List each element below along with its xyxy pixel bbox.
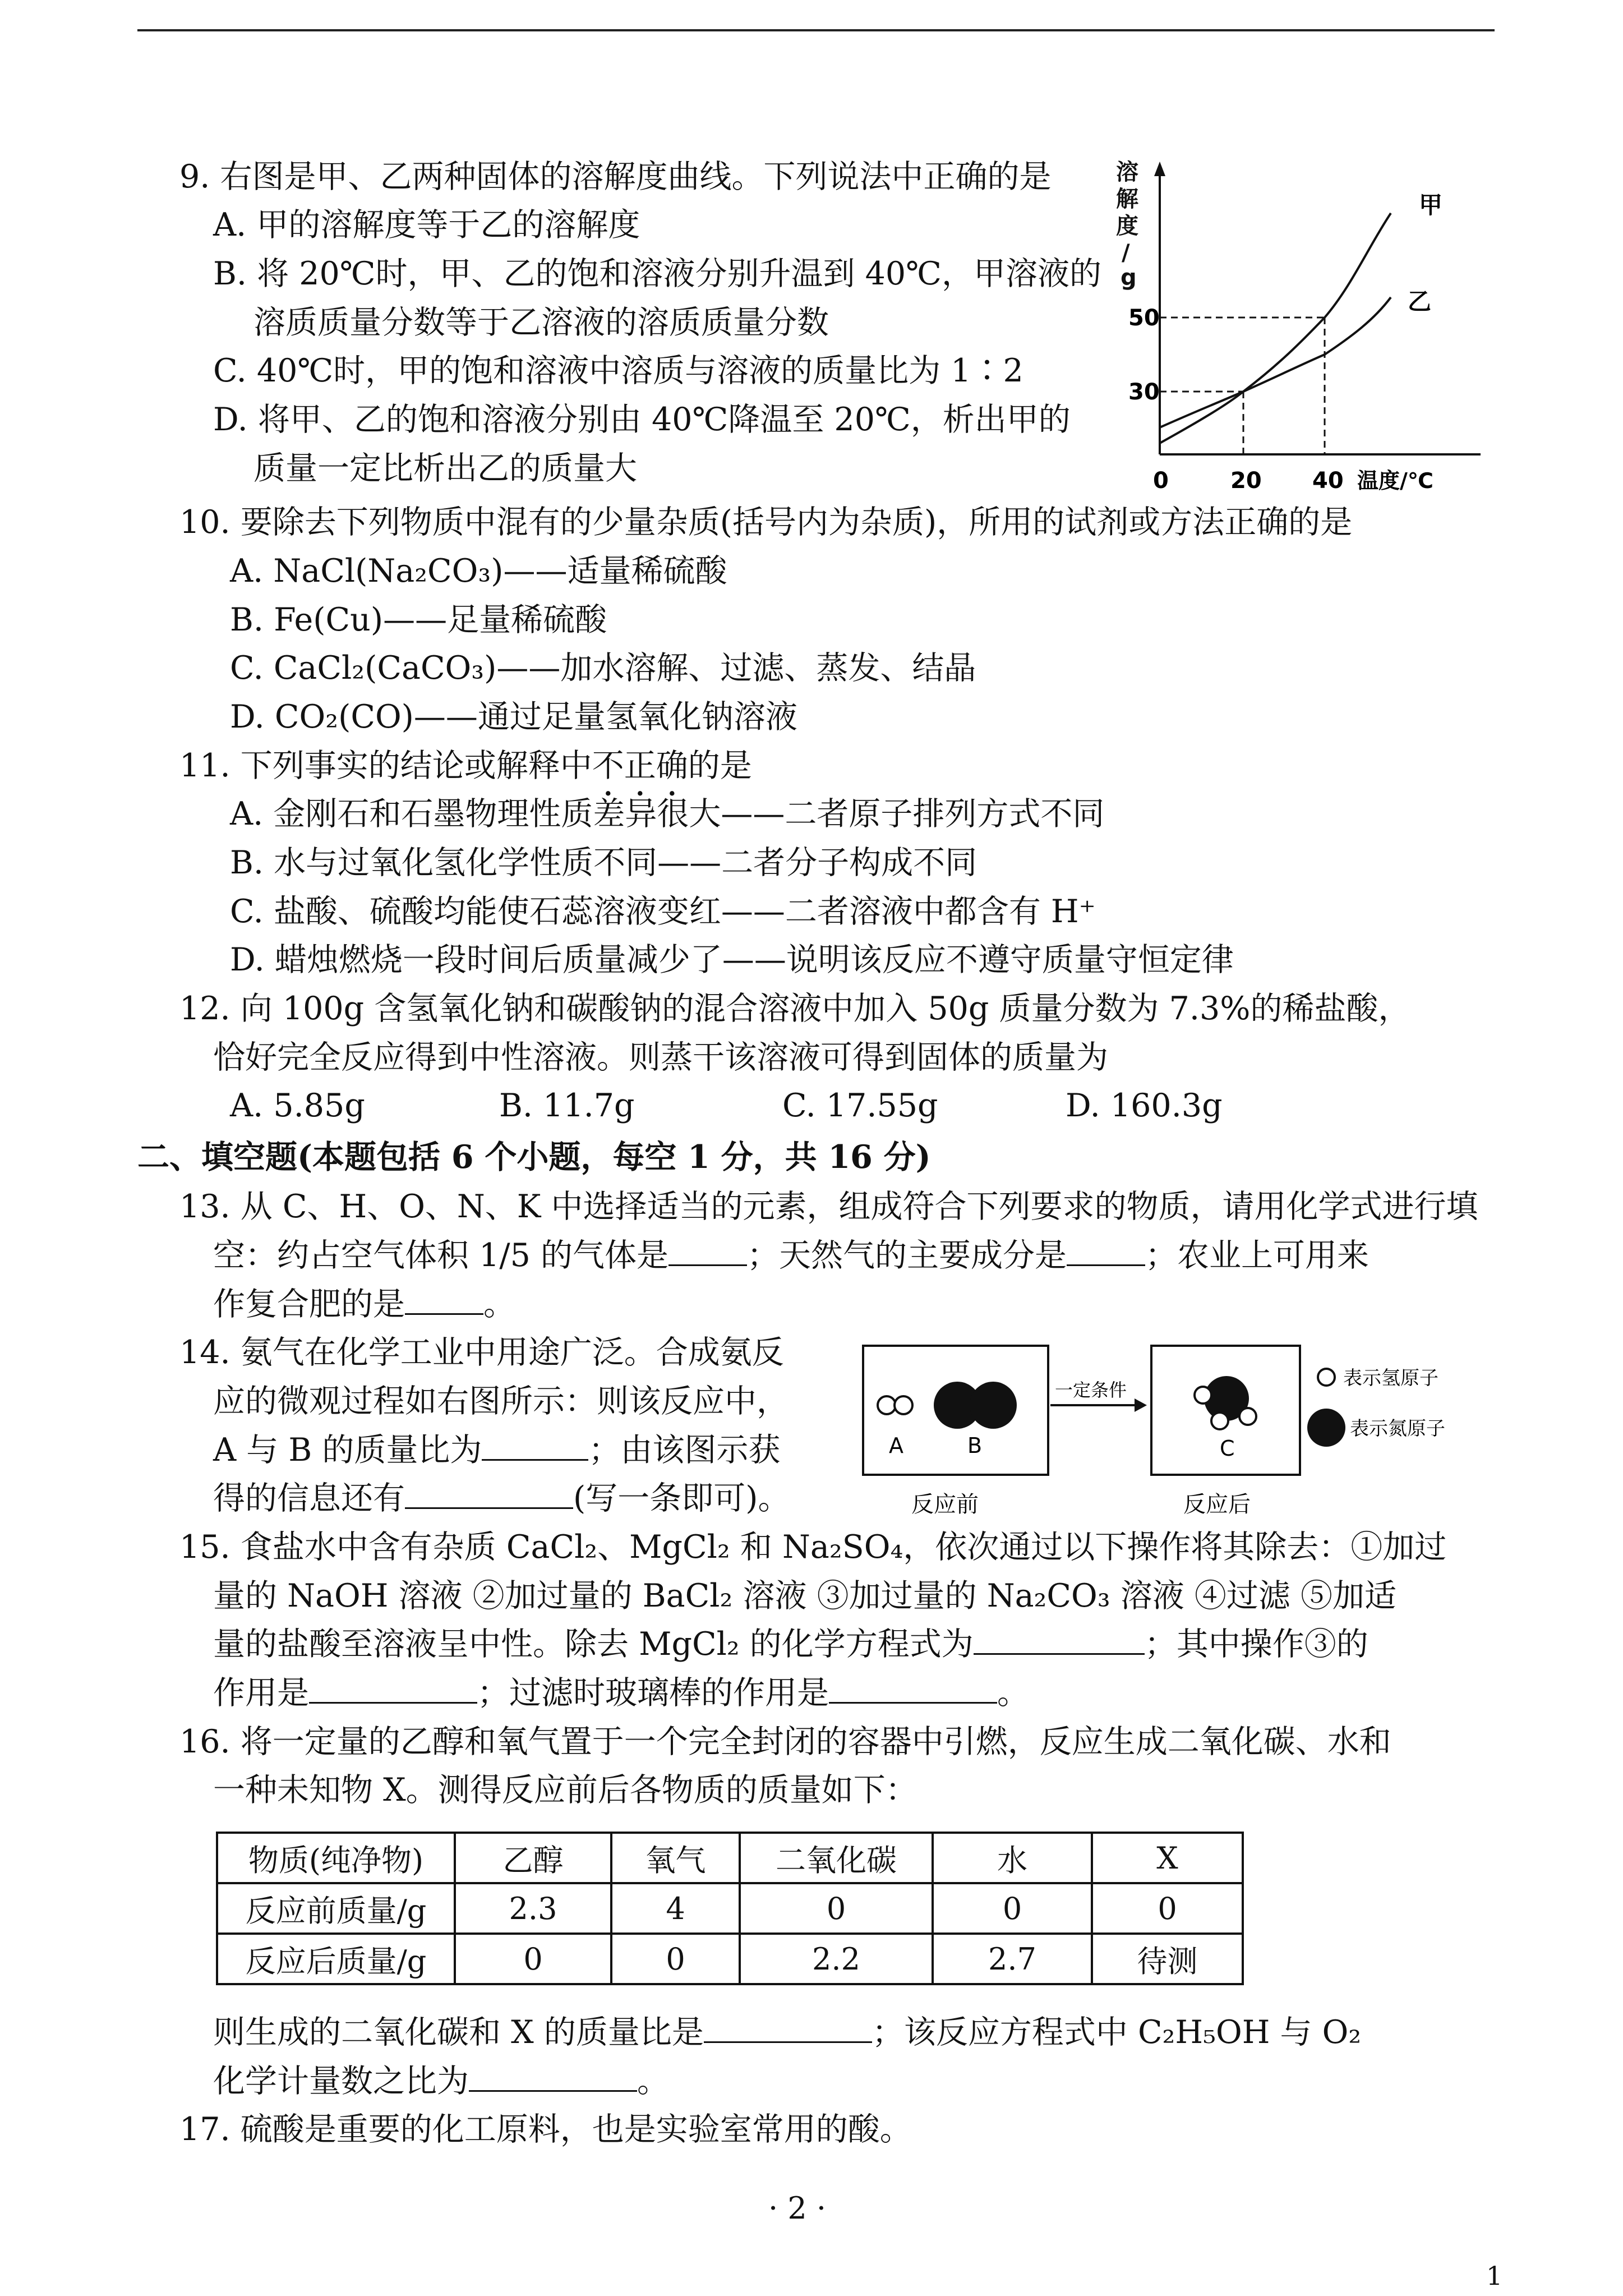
y-axis-label-char-1: 溶 xyxy=(1116,159,1138,185)
table-cell: 0 xyxy=(1092,1883,1243,1934)
q11-option-d: D. 蜡烛燃烧一段时间后质量减少了——说明该反应不遵守质量守恒定律 xyxy=(230,941,1234,978)
q10-option-a: A. NaCl(Na₂CO₃)——适量稀硫酸 xyxy=(230,553,727,590)
n2-molecule xyxy=(934,1382,1017,1429)
label-a: A xyxy=(889,1433,903,1458)
q16-line-1: 16. 将一定量的乙醇和氧气置于一个完全封闭的容器中引燃，反应生成二氧化碳、水和 xyxy=(179,1723,1391,1760)
q13-text-d: 作复合肥的是 xyxy=(213,1286,405,1323)
q9-stem: 9. 右图是甲、乙两种固体的溶解度曲线。下列说法中正确的是 xyxy=(179,158,1052,195)
mass-table xyxy=(216,1832,1244,1985)
arrow-condition: 一定条件 xyxy=(1055,1379,1127,1401)
x-tick-0: 0 xyxy=(1153,468,1169,494)
y-axis-label-char-5: g xyxy=(1121,265,1137,291)
caption-after: 反应后 xyxy=(1183,1492,1251,1517)
table-cell: 0 xyxy=(933,1883,1092,1934)
table-header-cell: 二氧化碳 xyxy=(740,1833,933,1883)
table-row xyxy=(217,1934,1243,1984)
corner-number: 1 xyxy=(1486,2261,1503,2291)
q14-blank-2[interactable] xyxy=(405,1481,573,1509)
q12-option-d: D. 160.3g xyxy=(1066,1087,1223,1124)
q16-text-b: ；该反应方程式中 C₂H₅OH 与 O₂ xyxy=(872,2014,1362,2051)
q10-option-d: D. CO₂(CO)——通过足量氢氧化钠溶液 xyxy=(230,698,797,735)
header-rule xyxy=(137,29,1495,31)
h2-molecule xyxy=(878,1396,912,1414)
legend-h-icon xyxy=(1318,1369,1335,1386)
q14-line-4 xyxy=(213,1480,790,1517)
q9-option-a: A. 甲的溶解度等于乙的溶解度 xyxy=(213,206,640,243)
q15-blank-1[interactable] xyxy=(974,1627,1145,1655)
section-2-heading: 二、填空题(本题包括 6 个小题，每空 1 分，共 16 分) xyxy=(137,1138,931,1176)
q16-text-a: 则生成的二氧化碳和 X 的质量比是 xyxy=(213,2014,704,2051)
series-yi-label: 乙 xyxy=(1408,288,1432,315)
q16-line-2: 一种未知物 X。测得反应前后各物质的质量如下： xyxy=(213,1772,917,1809)
q11-stem-pre: 11. 下列事实的结论或解释中 xyxy=(179,747,592,784)
q10-stem: 10. 要除去下列物质中混有的少量杂质(括号内为杂质)，所用的试剂或方法正确的是 xyxy=(179,504,1353,541)
x-tick-20: 20 xyxy=(1230,468,1262,494)
q17-line-1: 17. 硫酸是重要的化工原料，也是实验室常用的酸。 xyxy=(179,2111,912,2148)
q14-line-3 xyxy=(213,1432,780,1469)
q13-line-1: 13. 从 C、H、O、N、K 中选择适当的元素，组成符合下列要求的物质，请用化学式进行填 xyxy=(179,1188,1478,1225)
y-axis-label-char-2: 解 xyxy=(1116,186,1138,212)
q14-text-c: 得的信息还有 xyxy=(213,1480,405,1517)
y-axis-label-char-3: 度 xyxy=(1116,213,1138,239)
table-cell: 2.2 xyxy=(740,1934,933,1984)
q12-stem-1: 12. 向 100g 含氢氧化钠和碳酸钠的混合溶液中加入 50g 质量分数为 7.3%的稀盐酸， xyxy=(179,990,1410,1027)
q15-text-d: ；过滤时玻璃棒的作用是 xyxy=(477,1674,829,1711)
q12-stem-2: 恰好完全反应得到中性溶液。则蒸干该溶液可得到固体的质量为 xyxy=(213,1039,1108,1076)
q15-line-2: 量的 NaOH 溶液 ②加过量的 BaCl₂ 溶液 ③加过量的 Na₂CO₃ 溶液 ④过滤 ⑤加适 xyxy=(213,1577,1396,1614)
table-header-cell: 水 xyxy=(933,1833,1092,1883)
q9-option-c: C. 40℃时，甲的饱和溶液中溶质与溶液的质量比为 1∶2 xyxy=(213,352,1023,389)
q16-text-c: 化学计量数之比为 xyxy=(213,2063,469,2100)
q15-line-4 xyxy=(213,1674,1029,1711)
q15-blank-3[interactable] xyxy=(829,1676,997,1704)
q11-stem-emphasis: 不正确 xyxy=(592,747,688,784)
table-cell: 2.3 xyxy=(455,1883,611,1934)
q14-text-d: (写一条即可)。 xyxy=(573,1480,790,1517)
solubility-chart xyxy=(1116,157,1486,505)
q11-option-c: C. 盐酸、硫酸均能使石蕊溶液变红——二者溶液中都含有 H⁺ xyxy=(230,893,1096,930)
legend-n-icon xyxy=(1307,1409,1345,1447)
series-jia-label: 甲 xyxy=(1419,191,1443,219)
q16-blank-1[interactable] xyxy=(704,2016,872,2043)
q15-line-1: 15. 食盐水中含有杂质 CaCl₂、MgCl₂ 和 Na₂SO₄，依次通过以下操作将其除去：①加过 xyxy=(179,1529,1447,1566)
q9-option-d: D. 将甲、乙的饱和溶液分别由 40℃降温至 20℃，析出甲的 xyxy=(213,401,1071,438)
q13-line-3 xyxy=(213,1286,515,1323)
series-jia-curve xyxy=(1160,213,1391,443)
q15-text-b: ；其中操作③的 xyxy=(1144,1626,1368,1663)
q11-stem xyxy=(179,747,752,803)
x-tick-40: 40 xyxy=(1312,468,1344,494)
table-cell: 4 xyxy=(611,1883,740,1934)
q11-stem-post: 的是 xyxy=(688,747,752,784)
page-number: · 2 · xyxy=(768,2191,827,2226)
table-header-row xyxy=(217,1833,1243,1883)
q15-line-3 xyxy=(213,1626,1368,1663)
table-cell: 0 xyxy=(611,1934,740,1984)
legend-n-label: 表示氮原子 xyxy=(1350,1418,1445,1440)
label-c: C xyxy=(1220,1436,1235,1461)
x-axis-label: 温度/℃ xyxy=(1357,468,1433,493)
table-cell: 待测 xyxy=(1092,1934,1243,1984)
y-tick-50: 50 xyxy=(1128,305,1160,331)
q15-text-e: 。 xyxy=(997,1674,1029,1711)
table-header-cell: 氧气 xyxy=(611,1833,740,1883)
q11-option-b: B. 水与过氧化氢化学性质不同——二者分子构成不同 xyxy=(230,844,978,881)
q13-text-e: 。 xyxy=(483,1286,515,1323)
q13-text-a: 空：约占空气体积 1/5 的气体是 xyxy=(213,1237,668,1274)
q12-option-b: B. 11.7g xyxy=(499,1087,635,1124)
table-header-cell: 乙醇 xyxy=(455,1833,611,1883)
q15-blank-2[interactable] xyxy=(309,1676,477,1704)
y-tick-30: 30 xyxy=(1128,379,1160,405)
reaction-diagram xyxy=(861,1343,1489,1529)
q14-blank-1[interactable] xyxy=(482,1433,588,1461)
q13-text-c: ；农业上可用来 xyxy=(1145,1237,1369,1274)
q12-option-a: A. 5.85g xyxy=(230,1087,365,1124)
q13-blank-1[interactable] xyxy=(668,1239,747,1266)
table-cell: 反应前质量/g xyxy=(217,1883,455,1934)
q14-line-2: 应的微观过程如右图所示：则该反应中， xyxy=(213,1383,789,1420)
q13-text-b: ；天然气的主要成分是 xyxy=(746,1237,1067,1274)
q13-blank-3[interactable] xyxy=(405,1287,483,1315)
y-axis-arrow xyxy=(1154,162,1165,176)
caption-before: 反应前 xyxy=(911,1492,979,1517)
table-header-cell: 物质(纯净物) xyxy=(217,1833,455,1883)
q10-option-b: B. Fe(Cu)——足量稀硫酸 xyxy=(230,601,607,638)
q10-option-c: C. CaCl₂(CaCO₃)——加水溶解、过滤、蒸发、结晶 xyxy=(230,650,976,687)
q12-option-c: C. 17.55g xyxy=(782,1087,938,1124)
q13-blank-2[interactable] xyxy=(1067,1239,1145,1266)
q14-text-b: ；由该图示获 xyxy=(588,1432,781,1469)
q14-text-a: A 与 B 的质量比为 xyxy=(213,1432,482,1469)
reaction-arrow-head xyxy=(1135,1398,1147,1412)
table-cell: 0 xyxy=(455,1934,611,1984)
q15-text-a: 量的盐酸至溶液呈中性。除去 MgCl₂ 的化学方程式为 xyxy=(213,1626,974,1663)
q9-option-b-cont: 溶质质量分数等于乙溶液的溶质质量分数 xyxy=(253,304,829,341)
y-axis-label-char-4: / xyxy=(1122,240,1130,266)
q16-line-3 xyxy=(213,2014,1361,2051)
nh3-molecule xyxy=(1195,1376,1256,1429)
q13-line-2 xyxy=(213,1237,1369,1274)
legend-h-label: 表示氢原子 xyxy=(1343,1367,1438,1389)
table-cell: 2.7 xyxy=(933,1934,1092,1984)
q11-option-a: A. 金刚石和石墨物理性质差异很大——二者原子排列方式不同 xyxy=(230,795,1105,832)
q16-text-d: 。 xyxy=(637,2063,669,2100)
q15-text-c: 作用是 xyxy=(213,1674,309,1711)
q9-option-b: B. 将 20℃时，甲、乙的饱和溶液分别升温到 40℃，甲溶液的 xyxy=(213,255,1101,292)
q9-option-d-cont: 质量一定比析出乙的质量大 xyxy=(253,450,637,487)
label-b: B xyxy=(967,1433,983,1458)
q16-blank-2[interactable] xyxy=(469,2064,637,2092)
table-header-cell: X xyxy=(1092,1833,1243,1883)
table-cell: 反应后质量/g xyxy=(217,1934,455,1984)
q16-line-4 xyxy=(213,2063,669,2100)
table-cell: 0 xyxy=(740,1883,933,1934)
table-row xyxy=(217,1883,1243,1934)
y-axis-label xyxy=(1116,159,1138,291)
q14-line-1: 14. 氨气在化学工业中用途广泛。合成氨反 xyxy=(179,1334,784,1371)
